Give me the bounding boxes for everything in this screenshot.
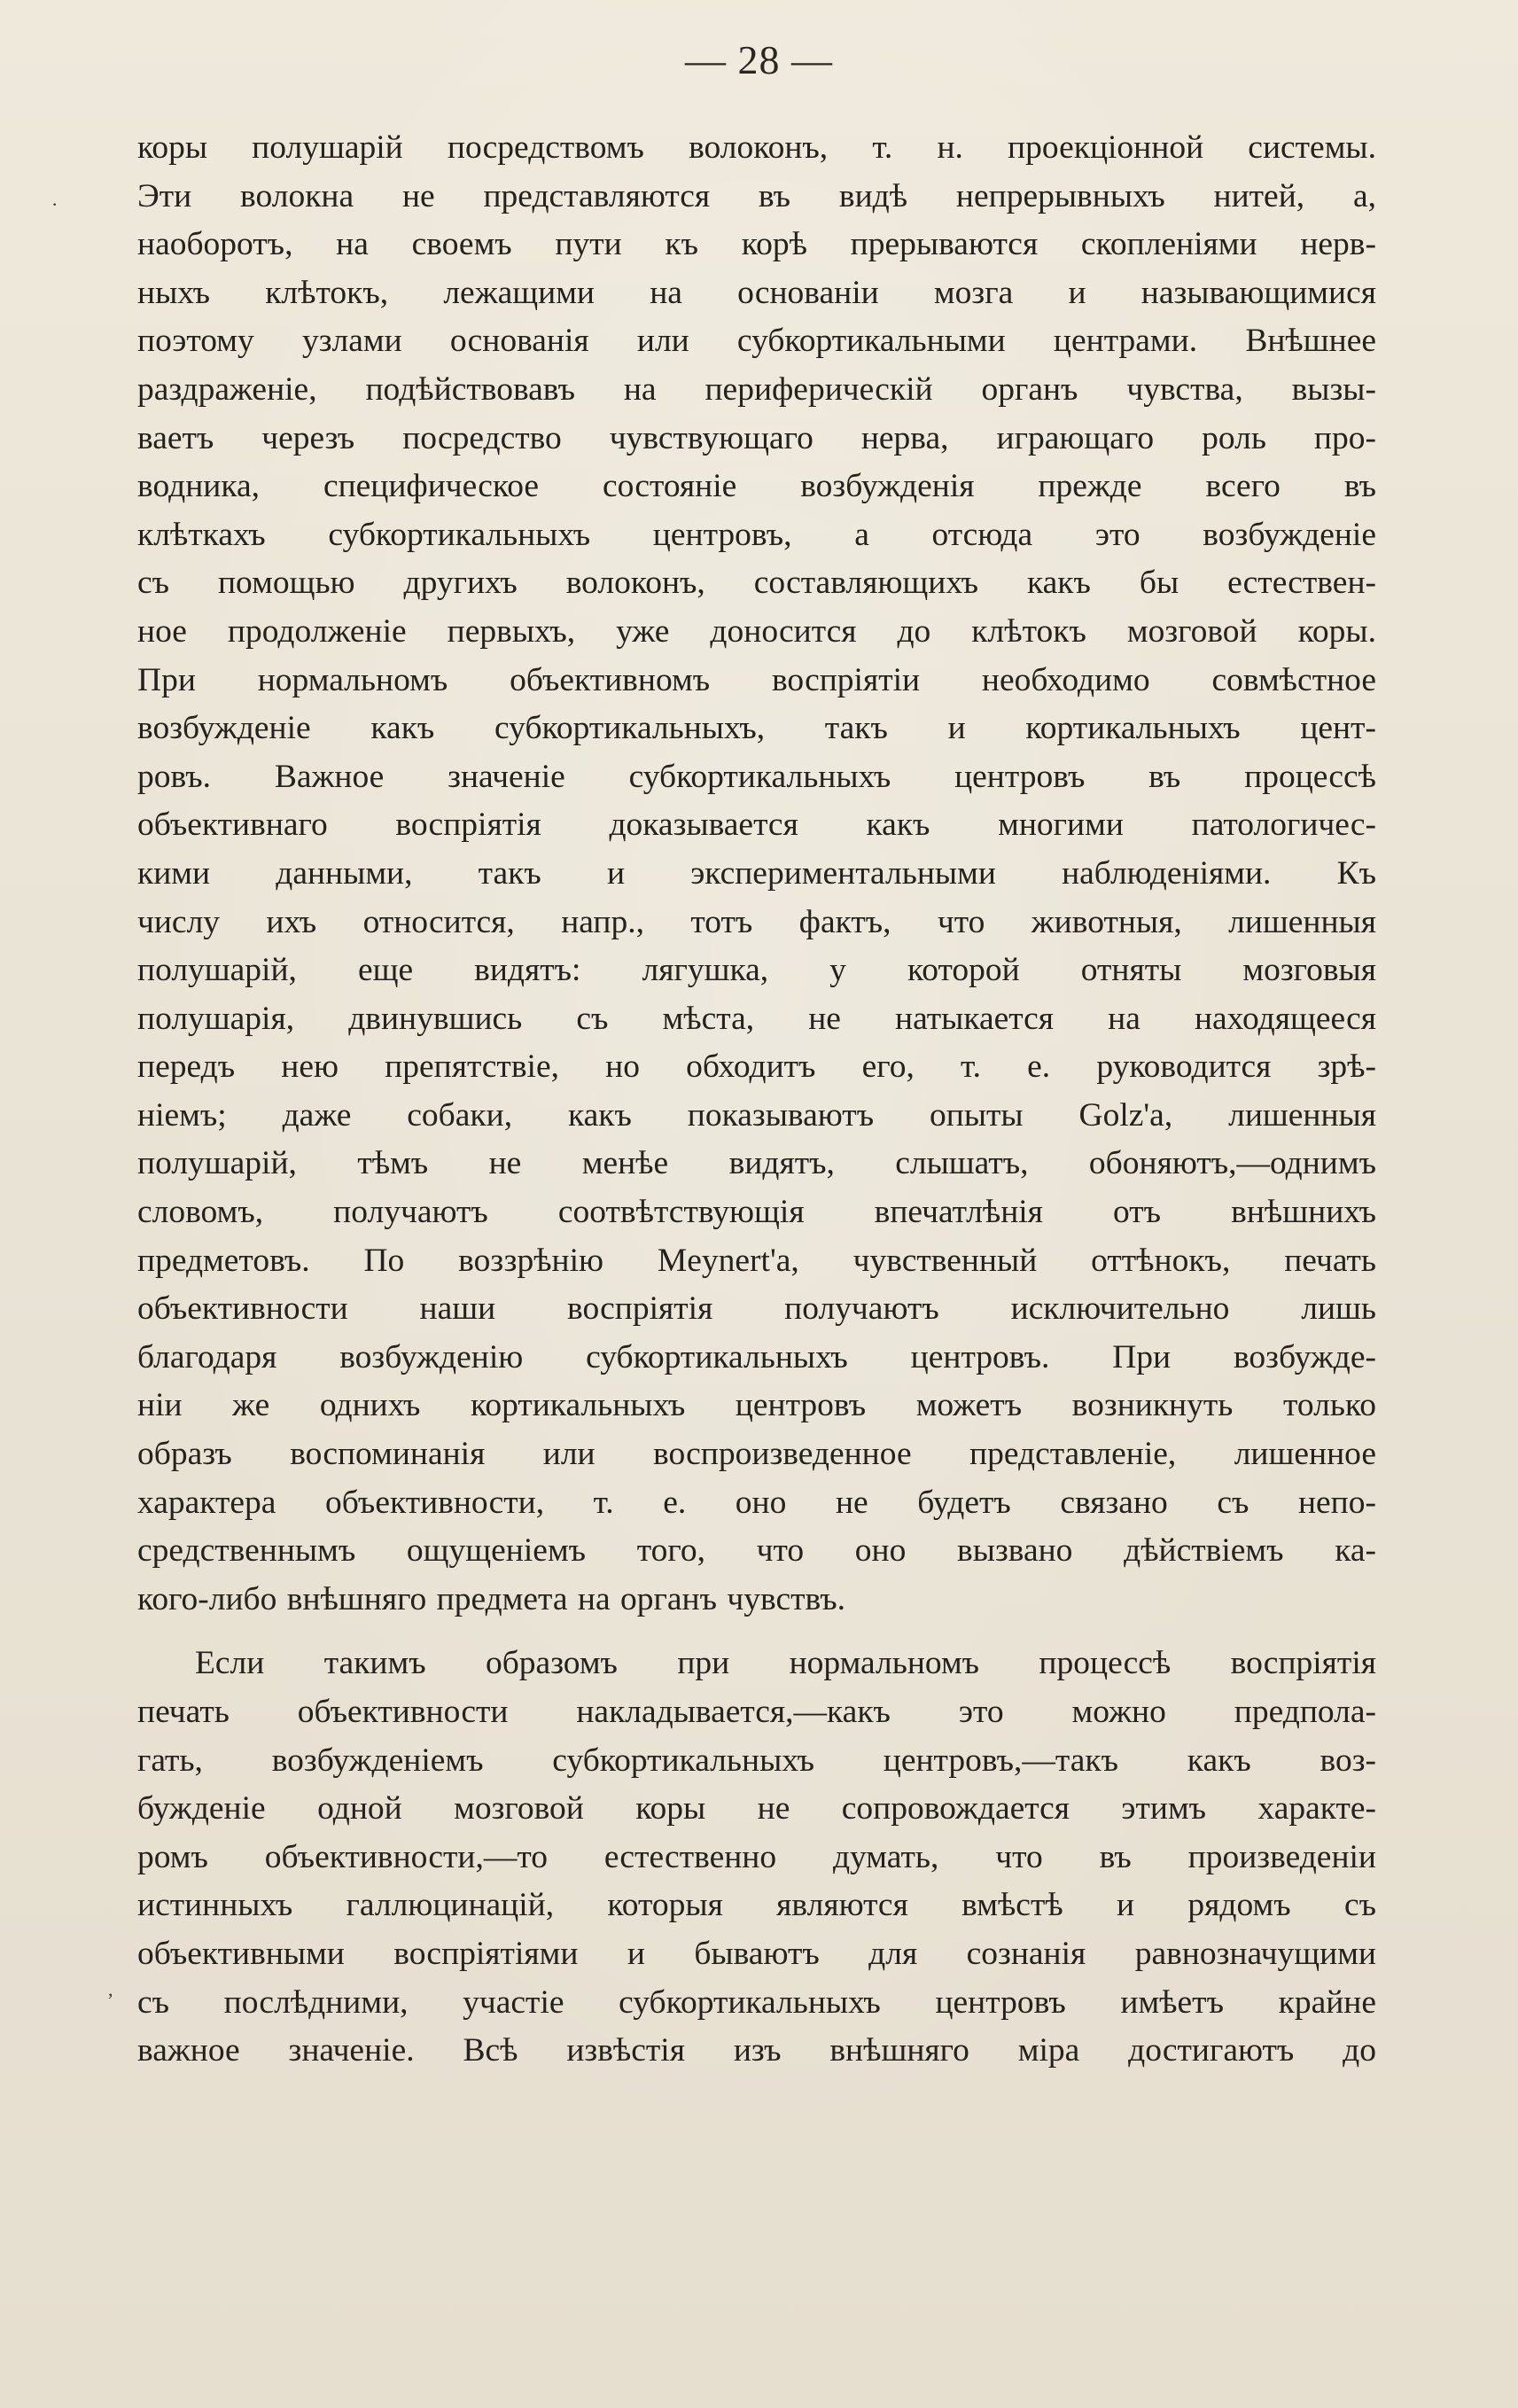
text-line: средственнымъ ощущеніемъ того, что оно вызвано дѣйствіемъ ка- xyxy=(137,1532,1376,1570)
text-line: раздраженіе, подѣйствовавъ на периферическій органъ чувства, вызы- xyxy=(137,370,1376,408)
text-line: клѣткахъ субкортикальныхъ центровъ, а отсюда это возбужденіе xyxy=(137,516,1376,553)
text-line: наоборотъ, на своемъ пути къ корѣ прерываются скопленіями нерв- xyxy=(137,226,1376,263)
text-line: ваетъ черезъ посредство чувствующаго нерва, играющаго роль про- xyxy=(137,419,1376,456)
text-line: Если такимъ образомъ при нормальномъ процессѣ воспріятія xyxy=(195,1645,1376,1682)
paragraph-2 xyxy=(137,1640,1376,2075)
page-number: — 28 — xyxy=(685,37,833,82)
text-line: объективности наши воспріятія получаютъ исключительно лишь xyxy=(137,1290,1376,1328)
text-line: ніи же однихъ кортикальныхъ центровъ можетъ возникнуть только xyxy=(137,1387,1376,1424)
text-line: печать объективности накладывается,—какъ это можно предпола- xyxy=(137,1694,1376,1730)
text-line: объективнаго воспріятія доказывается какъ многими патологичес- xyxy=(137,807,1376,844)
text-line: кого-либо внѣшняго предмета на органъ чувствъ. xyxy=(137,1580,846,1617)
text-line: поэтому узлами основанія или субкортикальными центрами. Внѣшнее xyxy=(137,323,1376,360)
paragraph-gap xyxy=(137,1624,1376,1640)
text-line: коры полушарій посредствомъ волоконъ, т. н. проекціонной системы. xyxy=(137,129,1376,166)
text-line: ромъ объективности,—то естественно думать, что въ произведеніи xyxy=(137,1838,1376,1875)
text-line: благодаря возбужденію субкортикальныхъ центровъ. При возбужде- xyxy=(137,1338,1376,1375)
text-line: полушарій, еще видятъ: лягушка, у которой отняты мозговыя xyxy=(137,952,1376,989)
text-line: важное значеніе. Всѣ извѣстія изъ внѣшняго міра достигаютъ до xyxy=(137,2032,1376,2069)
text-line: ніемъ; даже собаки, какъ показываютъ опыты Golz'a, лишенныя xyxy=(137,1096,1376,1134)
text-line: полушарія, двинувшись съ мѣста, не натыкается на находящееся xyxy=(137,1000,1376,1037)
text-line: гать, возбужденіемъ субкортикальныхъ центровъ,—такъ какъ воз- xyxy=(137,1742,1376,1779)
text-line: съ послѣдними, участіе субкортикальныхъ центровъ имѣетъ крайне xyxy=(137,1983,1376,2021)
text-line: словомъ, получаютъ соотвѣтствующія впечатлѣнія отъ внѣшнихъ xyxy=(137,1194,1376,1231)
text-line: возбужденіе какъ субкортикальныхъ, такъ и кортикальныхъ цент- xyxy=(137,710,1376,747)
margin-speck: · xyxy=(51,193,58,215)
text-line: передъ нею препятствіе, но обходитъ его, т. е. руководится зрѣ- xyxy=(137,1048,1376,1086)
text-line: водника, специфическое состояніе возбужденія прежде всего въ xyxy=(137,468,1376,505)
text-line: полушарій, тѣмъ не менѣе видятъ, слышатъ, обоняютъ,—однимъ xyxy=(137,1145,1376,1182)
text-line: При нормальномъ объективномъ воспріятіи необходимо совмѣстное xyxy=(137,661,1376,698)
text-line: ное продолженіе первыхъ, уже доносится до клѣтокъ мозговой коры. xyxy=(137,612,1376,650)
text-line: Эти волокна не представляются въ видѣ непрерывныхъ нитей, а, xyxy=(137,177,1376,214)
text-line: истинныхъ галлюцинацій, которыя являются вмѣстѣ и рядомъ съ xyxy=(137,1887,1376,1924)
text-line: образъ воспоминанія или воспроизведенное представленіе, лишенное xyxy=(137,1436,1376,1473)
text-line: бужденіе одной мозговой коры не сопровождается этимъ характе- xyxy=(137,1790,1376,1827)
text-line: съ помощью другихъ волоконъ, составляющихъ какъ бы естествен- xyxy=(137,565,1376,602)
text-line: ровъ. Важное значеніе субкортикальныхъ центровъ въ процессѣ xyxy=(137,758,1376,795)
margin-speck: , xyxy=(108,1978,113,2000)
body-text xyxy=(137,124,1376,2076)
text-line: кими данными, такъ и экспериментальными наблюденіями. Къ xyxy=(137,854,1376,892)
text-line: предметовъ. По воззрѣнію Meynert'a, чувственный оттѣнокъ, печать xyxy=(137,1242,1376,1279)
text-line: объективными воспріятіями и бываютъ для сознанія равнозначущими xyxy=(137,1935,1376,1972)
text-line: числу ихъ относится, напр., тотъ фактъ, что животныя, лишенныя xyxy=(137,903,1376,940)
paragraph-1 xyxy=(137,124,1376,1624)
text-line: характера объективности, т. е. оно не будетъ связано съ непо- xyxy=(137,1484,1376,1521)
text-line: ныхъ клѣтокъ, лежащими на основаніи мозга и называющимися xyxy=(137,274,1376,311)
